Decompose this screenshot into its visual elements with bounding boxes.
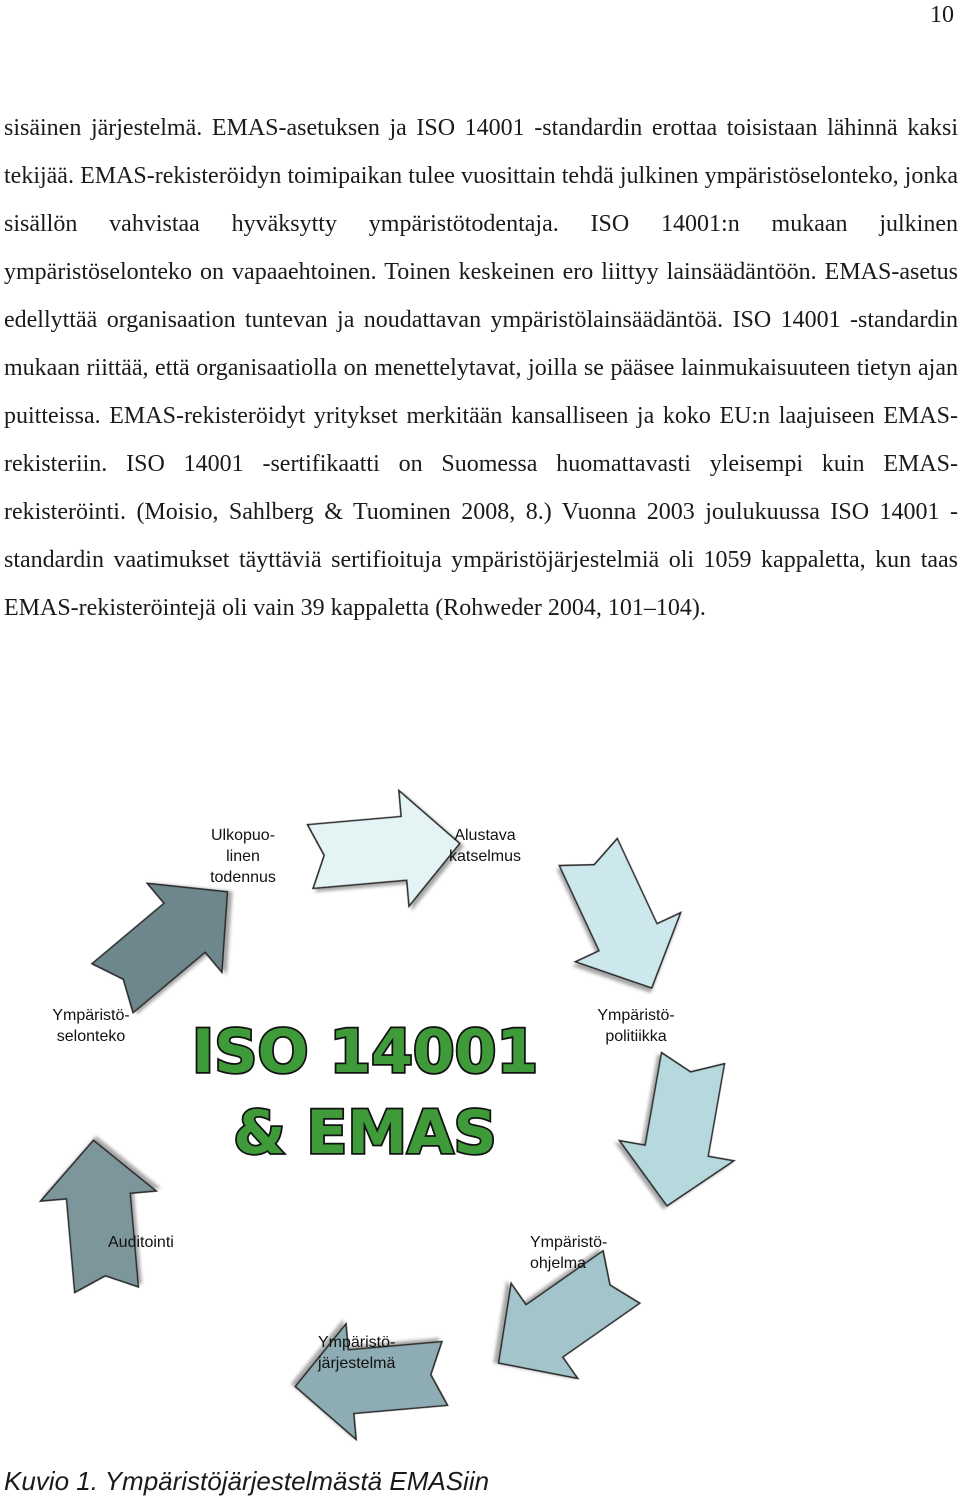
cycle-arrows-svg — [0, 780, 960, 1460]
stage-label-environmental-policy: Ympäristö- politiikka — [597, 1007, 675, 1045]
cycle-diagram — [0, 780, 960, 1460]
stage-label-initial-review: Alustava katselmus — [448, 827, 522, 865]
page-number: 10 — [930, 2, 954, 28]
diagram-title-line1: ISO 14001 — [191, 1017, 539, 1087]
stage-label-auditing: Auditointi — [108, 1234, 174, 1251]
arrow-to-program — [610, 1048, 750, 1216]
body-paragraph: sisäinen järjestelmä. EMAS-asetuksen ja ISO 14001 -standardin erottaa toisistaan lähinnä kaksi tekijää. EMAS-rekisteröidyn toimipaikan tulee vuosittain tehdä julkinen ympäristöselonteko, jonka sisällön vahvistaa hyväksytty ympäristötodentaja. ISO 14001:n mukaan julkinen ympäristöselonteko on vapaaehtoinen. Toinen keskeinen ero liittyy lainsäädäntöön. EMAS-asetus edellyttää organisaation tuntevan ja noudattavan ympäristölainsäädäntöä. ISO 14001 -standardin mukaan riittää, että organisaatiolla on menettelytavat, joilla se pääsee lainmukaisuuteen tietyn ajan puitteissa. EMAS-rekisteröidyt yritykset merkitään kansalliseen ja koko EU:n laajuiseen EMAS-rekisteriin. ISO 14001 -sertifikaatti on Suomessa huomattavasti yleisempi kuin EMAS-rekisteröinti. (Moisio, Sahlberg & Tuominen 2008, 8.) Vuonna 2003 joulukuussa ISO 14001 -standardin vaatimukset täyttäviä sertifioituja ympäristöjärjestelmiä oli 1059 kappaletta, kun taas EMAS-rekisteröintejä oli vain 39 kappaletta (Rohweder 2004, 101–104). — [4, 115, 958, 621]
diagram-title-line2: & EMAS — [233, 1098, 497, 1168]
figure-caption: Kuvio 1. Ympäristöjärjestelmästä EMASiin — [4, 1466, 490, 1496]
arrow-to-statement — [36, 1135, 165, 1295]
arrow-to-policy — [536, 828, 705, 1013]
stage-label-environmental-system: Ympäristö- järjestelmä — [318, 1334, 396, 1372]
stage-label-environmental-statement: Ympäristö- selonteko — [52, 1007, 130, 1045]
stage-label-external-verification: Ulkopuo- linen todennus — [210, 827, 276, 886]
stage-label-environmental-program: Ympäristö- ohjelma — [530, 1234, 608, 1272]
